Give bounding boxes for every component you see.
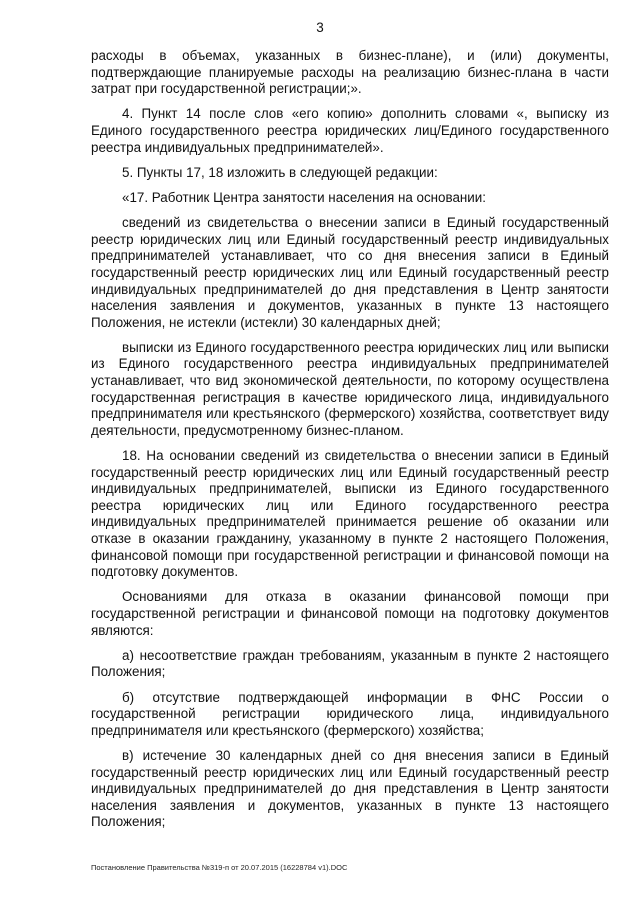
- paragraph: выписки из Единого государственного реестра юридических лиц или выписки из Единого государственного реестра индивидуальных предпринимателей устанавливает, что вид экономической деятельности, по которому осуществлена государственная регистрация в качестве юридического лица, индивидуального предпринимателя или крестьянского (фермерского) хозяйства, соответствует виду деятельности, предусмотренному бизнес-планом.: [91, 339, 609, 438]
- page-number: 3: [316, 20, 324, 35]
- paragraph: 5. Пункты 17, 18 изложить в следующей редакции:: [122, 164, 438, 180]
- document-body: [91, 48, 609, 839]
- paragraph: 18. На основании сведений из свидетельства о внесении записи в Единый государственный реестр юридических лиц или Единый государственный реестр индивидуальных предпринимателей, выписки из Единого государственного реестра юридических лиц или Единого государственного реестра индивидуальных предпринимателей принимается решение об оказании или отказе в оказании гражданину, указанному в пункте 2 настоящего Положения, финансовой помощи при государственной регистрации и финансовой помощи на подготовку документов.: [91, 448, 609, 580]
- paragraph: «17. Работник Центра занятости населения на основании:: [122, 189, 486, 205]
- paragraph: Основаниями для отказа в оказании финансовой помощи при государственной регистрации и финансовой помощи на подготовку документов являются:: [91, 589, 609, 638]
- paragraph: б) отсутствие подтверждающей информации в ФНС России о государственной регистрации юридического лица, индивидуального предпринимателя или крестьянского (фермерского) хозяйства;: [91, 689, 609, 738]
- paragraph: а) несоответствие граждан требованиям, указанным в пункте 2 настоящего Положения;: [91, 647, 609, 680]
- document-footer: Постановление Правительства №319-п от 20.07.2015 (16228784 v1).DOC: [91, 863, 348, 872]
- paragraph: расходы в объемах, указанных в бизнес-плане), и (или) документы, подтверждающие планируемые расходы на реализацию бизнес-плана в части затрат при государственной регистрации;».: [91, 48, 609, 97]
- paragraph: 4. Пункт 14 после слов «его копию» дополнить словами «, выписку из Единого государственного реестра юридических лиц/Единого государственного реестра индивидуальных предпринимателей».: [91, 106, 609, 155]
- paragraph: в) истечение 30 календарных дней со дня внесения записи в Единый государственный реестр юридических лиц или Единый государственный реестр индивидуальных предпринимателей до дня представления в Центр занятости населения заявления и документов, указанных в пункте 13 настоящего Положения;: [91, 747, 609, 830]
- paragraph: сведений из свидетельства о внесении записи в Единый государственный реестр юридических лиц или Единый государственный реестр индивидуальных предпринимателей устанавливает, что со дня внесения записи в Единый государственный реестр юридических лиц или Единый государственный реестр индивидуальных предпринимателей до дня представления в Центр занятости населения заявления и документов, указанных в пункте 13 настоящего Положения, не истекли (истекли) 30 календарных дней;: [91, 215, 609, 330]
